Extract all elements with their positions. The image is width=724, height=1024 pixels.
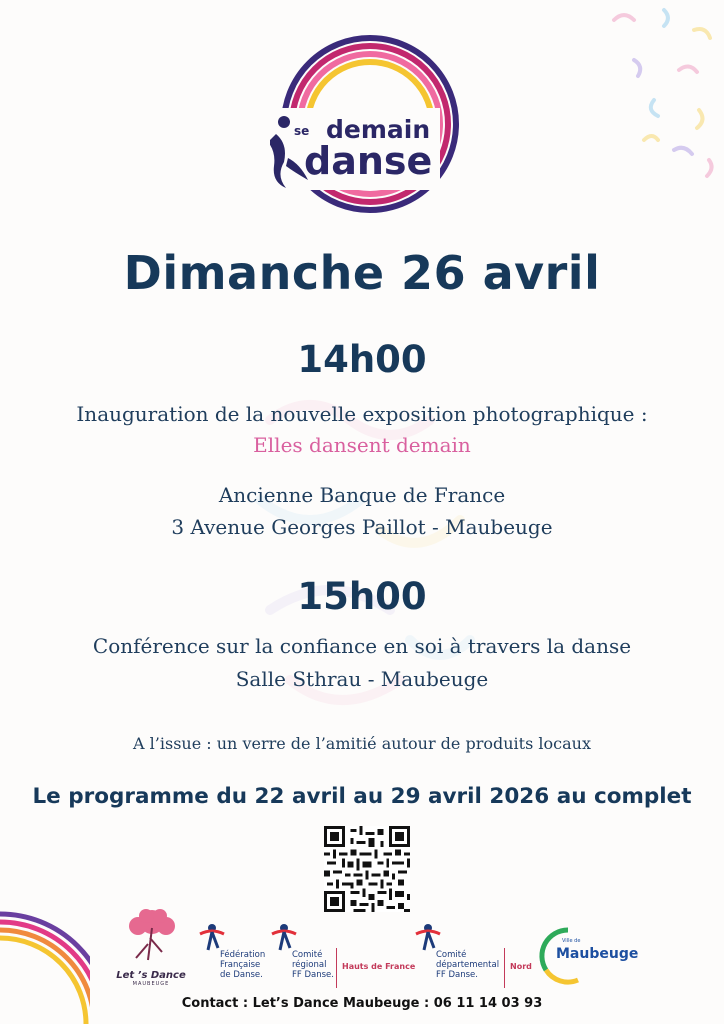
federation-line1: Fédération: [220, 950, 266, 960]
ville-name: Maubeuge: [556, 946, 639, 962]
session2-time: 15h00: [297, 575, 427, 618]
lets-dance-logo: [112, 908, 190, 990]
exhibition-name: Elles dansent demain: [253, 433, 471, 457]
comite-regional-logo: [270, 922, 416, 980]
qr-code[interactable]: [324, 826, 410, 912]
lets-dance-name: Let ’s Dance: [116, 970, 186, 981]
comite-departemental-logo: [414, 922, 532, 980]
confetti-decoration: [594, 0, 724, 190]
logo-text-se: se: [294, 124, 310, 138]
regional-line2: régional: [292, 960, 327, 970]
departemental-line1: Comité: [436, 950, 467, 960]
federation-line3: de Danse.: [220, 970, 263, 980]
session2-venue: Salle Sthrau - Maubeuge: [235, 667, 489, 691]
program-heading: Le programme du 22 avril au 29 avril 2026 au complet: [32, 784, 692, 809]
session1-time: 14h00: [297, 338, 427, 381]
contact-line: Contact : Let’s Dance Maubeuge : 06 11 14 03 93: [181, 996, 543, 1011]
session2-title: Conférence sur la confiance en soi à travers la danse: [92, 634, 632, 658]
session1-address: 3 Avenue Georges Paillot - Maubeuge: [171, 515, 553, 539]
lets-dance-sub: MAUBEUGE: [132, 981, 170, 987]
logo-text-danse: danse: [304, 139, 433, 183]
dancer-tree-icon: [112, 908, 190, 966]
session1-title: Inauguration de la nouvelle exposition photographique :: [76, 402, 648, 426]
regional-region: Hauts de France: [342, 962, 416, 971]
regional-line1: Comité: [292, 950, 323, 960]
divider: [504, 948, 505, 988]
federation-logo: [198, 922, 266, 980]
regional-dancer-icon: [270, 922, 298, 952]
ffd-dancer-icon: [198, 922, 226, 952]
ville-maubeuge-logo: [538, 926, 648, 986]
logo-text-demain: demain: [326, 115, 431, 144]
departemental-dancer-icon: [414, 922, 442, 952]
regional-line3: FF Danse.: [292, 970, 334, 980]
ville-small: Ville de: [562, 938, 581, 944]
se-demain-danse-logo: [270, 30, 470, 230]
divider: [336, 948, 337, 988]
federation-line2: Française: [220, 960, 261, 970]
reception-note: A l’issue : un verre de l’amitié autour de produits locaux: [133, 734, 591, 753]
departemental-line3: FF Danse.: [436, 970, 478, 980]
departemental-line2: départemental: [436, 960, 500, 970]
departemental-region: Nord: [510, 962, 532, 971]
event-date-heading: Dimanche 26 avril: [123, 246, 601, 300]
session1-venue: Ancienne Banque de France: [218, 483, 506, 507]
